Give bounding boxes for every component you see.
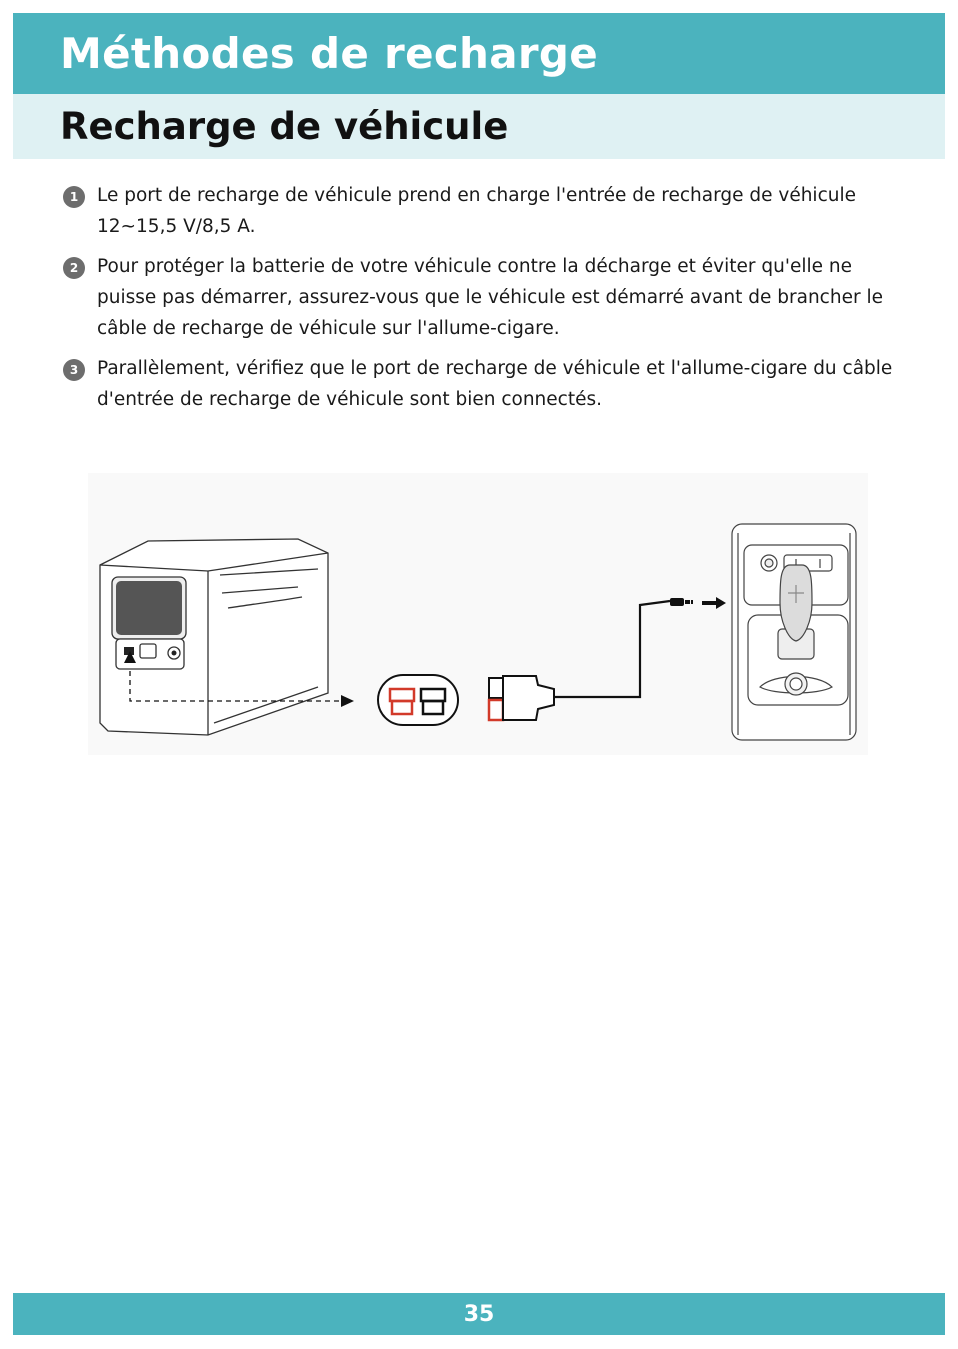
page-title: Méthodes de recharge <box>60 29 599 78</box>
title-bar <box>13 13 945 94</box>
car-console-illustration <box>732 524 856 740</box>
section-title: Recharge de véhicule <box>60 105 509 148</box>
arrow-right-icon <box>702 597 726 609</box>
charging-cable <box>554 601 670 697</box>
step-number-badge: 2 <box>63 257 85 279</box>
vehicle-charging-diagram <box>88 473 868 755</box>
instruction-step <box>63 353 898 415</box>
power-station-illustration <box>100 539 328 735</box>
arrow-right-icon <box>341 695 354 707</box>
anderson-plug-icon <box>489 676 554 720</box>
footer-bar <box>13 1293 945 1335</box>
step-number-badge: 1 <box>63 186 85 208</box>
step-text: Pour protéger la batterie de votre véhicule contre la décharge et éviter qu'elle ne puisse pas démarrer, assurez-vous que le véhicule est démarré avant de brancher le câble de recharge de véhicule sur l'allume-cigare. <box>97 256 883 339</box>
port-closeup-icon <box>378 675 458 725</box>
step-number-badge: 3 <box>63 359 85 381</box>
instruction-list <box>63 180 898 424</box>
page-number: 35 <box>463 1301 495 1327</box>
step-text: Le port de recharge de véhicule prend en charge l'entrée de recharge de véhicule 12~15,5 V/8,5 A. <box>97 185 856 237</box>
instruction-step <box>63 251 898 344</box>
cigarette-plug-icon <box>670 598 693 606</box>
subtitle-bar <box>13 94 945 159</box>
instruction-step <box>63 180 898 242</box>
step-text: Parallèlement, vérifiez que le port de recharge de véhicule et l'allume-cigare du câble d'entrée de recharge de véhicule sont bien connectés. <box>97 358 893 410</box>
